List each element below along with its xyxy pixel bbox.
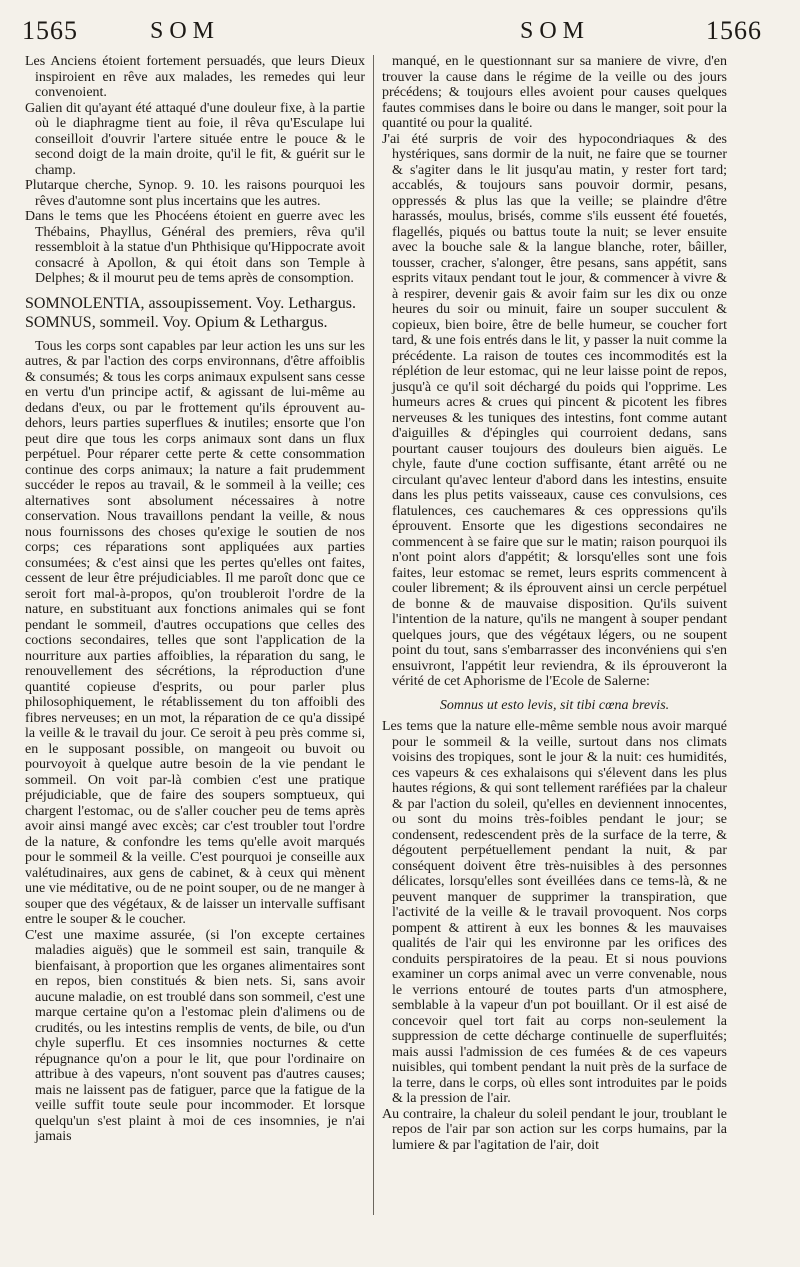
dictionary-entry-somnus: SOMNUS, sommeil. Voy. Opium & Lethargus. [25,314,328,331]
body-paragraph: Les tems que la nature elle-même semble nous avoir marqué pour le sommeil & la veille, surtout dans nos climats voisins des tropiques, sont le jour & la nuit: ces humidités, ces vapeurs & ces exhalaisons qui s'élevent dans les plus hautes régions, & qui sont tellement raréfiées par la chaleur & par l'action du soleil, qu'elles en deviennent innocentes, ou sont du moins très-foibles pendant le jour; se condensent, redescendent près de la surface de la terre, & dégoutent perpétuellement pendant la nuit, & par conséquent doivent être très-nuisibles à des personnes délicates, lorsqu'elles sont éveillées dans ce tems-là, & ne peuvent manquer de supprimer la transpiration, que l'activité de la veille & le travail provoquent. Nos corps pompent & attirent à eux les bonnes & les mauvaises qualités de l'air qui les environne par les orifices des conduits perspiratoires de la peau. Et si nous pouvions examiner un corps animal avec un verre convenable, nous le verrions entouré de toutes parts d'un atmosphere, semblable à la vapeur d'un pot bouillant. Or il est aisé de concevoir quel tort fait au corps non-seulement la suppression de cette décharge continuelle de superfluités; mais aussi l'admission de ces fumées & de ces vapeurs nuisibles, qui tombent pendant la nuit près de la surface de la terre, dans le corps, où elles sont introduites par le poids & la pression de l'air. [382,719,727,1106]
body-paragraph: Tous les corps sont capables par leur action les uns sur les autres, & par l'action des corps environnans, d'être affoiblis & consumés; & tous les corps animaux expulsent sans cesse en vertu d'un principe actif, & agissant de lui-même au dedans d'eux, ou par le frottement qu'ils éprouvent au-dehors, leurs parties superflues & inutiles; ensorte que l'on peut dire que tous les corps animaux sont dans un flux perpétuel. Pour réparer cette perte & cette consommation continue des corps animaux; la nature a fait prudemment succéder le repos au travail, & le sommeil à la veille; ces alternatives sont absolument nécessaires à notre conservation. Nous travaillons pendant la veille, & nous nous fournissons des choses qu'exige le soutien de nos corps; ces réparations sont appliquées aux parties consumées; & c'est ainsi que les pertes qu'elles ont faites, cessent de leur être préjudiciables. Il me paroît donc que ce seroit fort mal-à-propos, qu'on troubleroit l'ordre de la nature, en substituant aux fonctions animales qui se font pendant le sommeil, d'autres occupations que celles des coctions secondaires, telles que sont l'application de la nourriture aux parties affoiblies, la réparation du sang, le renouvellement des sécrétions, la réproduction d'une quantité copieuse d'esprits, ou pour parler plus philosophiquement, le rétablissement du ton affoibli des fibres nerveuses; en un mot, la réparation de ce qu'a dissipé la veille & le travail du jour. Ce seroit à peu près comme si, en le supposant possible, on mangeoit ou buvoit ou pourvoyoit à quelque autre besoin de la vie pendant le sommeil. On voit par-là combien c'est une pratique préjudiciable, que de faire des soupers somptueux, qui chargent l'estomac, ou de s'aller coucher peu de tems après avoir ainsi mangé avec excès; car c'est troubler tout l'ordre de la nature, & confondre les tems qu'elle avoit marqués pour le sommeil & la veille. C'est pourquoi je conseille aux valétudinaires, aux gens de cabinet, & à ceux qui mènent une vie méditative, ou de ne point souper, ou de ne manger à souper que des végétaux, & de laisser un intervalle suffisant entre le souper & le coucher. [25,338,365,927]
body-paragraph: C'est une maxime assurée, (si l'on excepte certaines maladies aiguës) que le sommeil est sain, tranquile & bienfaisant, à proportion que les organes alimentaires sont en repos, bien constitués & bien nets. Si, sans avoir aucune maladie, on est troublé dans son sommeil, c'est une marque certaine qu'on a l'estomac plein d'alimens ou de crudités, ou les intestins remplis de vents, de bile, ou d'un chyle superflu. Et ces insomnies nocturnes & cette répugnance qu'on a pour le lit, que pour l'ordinaire on attribue à des vapeurs, n'ont souvent pas d'autres causes; mais ne laissent pas de fatiguer, parce que la fatigue de la veille suffit toute seule pour incommoder. Et lorsque quelqu'un s'est plaint à moi de ces insomnies, je n'ai jamais [25,927,365,1144]
paragraph: manqué, en le questionnant sur sa maniere de vivre, d'en trouver la cause dans le régime de la veille ou des jours précédens; & toujours elles avoient pour causes quelques fautes commises dans le boire ou dans le manger, soit pour la quantité ou pour la qualité. [382,54,727,131]
right-column [382,54,727,1153]
paragraph: Galien dit qu'ayant été attaqué d'une douleur fixe, à la partie où le diaphragme tient au foie, il rêva qu'Esculape lui conseilloit d'ouvrir l'artere située entre le pouce & le second doigt de la main droite, qu'il le fit, & guérit sur le champ. [25,100,365,178]
latin-quotation: Somnus ut esto levis, sit tibi cœna brevis. [439,697,670,713]
paragraph: Plutarque cherche, Synop. 9. 10. les raisons pourquoi les rêves d'automne sont plus incertains que les autres. [25,178,365,209]
column-divider [373,55,374,1215]
paragraph: Dans le tems que les Phocéens étoient en guerre avec les Thébains, Phayllus, Général des premiers, rêva qu'il ressembloit à la statue d'un Phthisique qu'Hippocrate avoit consacré à Apollon, & qui étoit dans son Temple à Delphes; & il mourut peu de tems après de consomption. [25,209,365,286]
right-page-number: 1566 [706,16,762,45]
left-page-number: 1565 [22,16,78,45]
right-running-title: SOM [520,18,591,44]
page-header [0,14,800,54]
left-column [25,54,365,1145]
paragraph: J'ai été surpris de voir des hypocondriaques & des hystériques, sans dormir de la nuit, ne faire que se tourner & s'agiter dans le lit jusqu'au matin, y rester fort tard; accablés, & toujours sans pouvoir dormir, pesans, oppressés & plus las que la veille; se plaindre d'être harassés, moulus, brisés, comme s'ils eussent été fouetés, flagellés, piqués ou battus toute la nuit; se lever ensuite avec la bouche sale & la langue blanche, roter, bâiller, tousser, cracher, s'alonger, être pesans, sans appétit, sans esprits vitaux pendant tout le jour, & commencer à vivre & à respirer, devenir gais & avoir faim sur les dix ou onze heures du soir ou minuit, faire un souper succulent & copieux, bien boire, être de belle humeur, se coucher fort tard, & une fois entrés dans le lit, y passer la nuit comme la précédente. La raison de toutes ces incommodités est la réplétion de leur estomac, qui ne leur laisse point de repos, jusqu'à ce qu'il soit déchargé du poids qui l'opprime. Les humeurs acres & crues qui pincent & picotent les fibres nerveuses & les tuniques des intestins, font comme autant d'aiguilles & d'épingles qui courroient dedans, sans pourtant causer toujours des douleurs bien aiguës. Le chyle, faute d'une coction suffisante, étant arrêté ou ne circulant qu'avec lenteur d'abord dans les intestins, ensuite dans les plus petits vaisseaux, cause ces convulsions, ces flatulences, ces cauchemares & ces oppressions qu'ils éprouvent. Ensorte que les digestions secondaires ne commencent à se faire que sur le matin; raison pourquoi ils n'ont point alors d'appétit; & lorsqu'elles sont une fois faites, leur estomac se remet, leurs esprits commencent à couler librement; & ils éprouvent ainsi un cercle perpétuel de bonne & de mauvaise disposition. Qu'ils suivent l'intention de la nature, qu'ils ne mangent à souper pendant quelques jours, que des végétaux légers, ou ne soupent point du tout, sans s'embarrasser des inconvéniens qui s'en ensuivront, l'appétit leur reviendra, & ils éprouveront la vérité de cet Aphorisme de l'Ecole de Salerne: [382,131,727,689]
left-running-title: SOM [150,18,221,44]
body-paragraph: Au contraire, la chaleur du soleil pendant le jour, troublant le repos de l'air par son action sur les corps humains, par la lumiere & par l'agitation de l'air, doit [382,1106,727,1153]
dictionary-entry-somnolentia: SOMNOLENTIA, assoupissement. Voy. Lethargus. [25,294,356,312]
paragraph: Les Anciens étoient fortement persuadés, que leurs Dieux inspiroient en rêve aux malades, les remedes qui leur convenoient. [25,54,365,100]
